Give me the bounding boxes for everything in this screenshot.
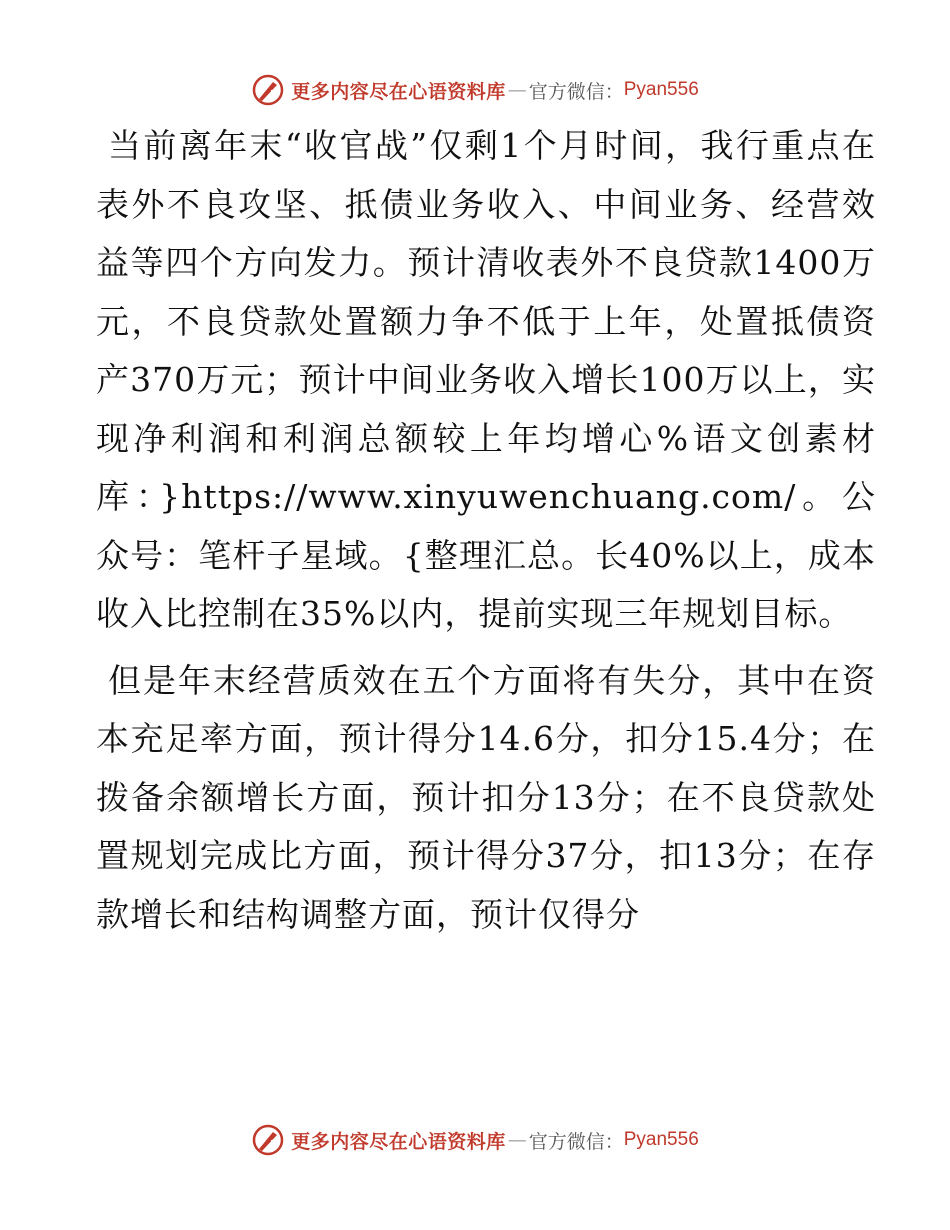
red-feather-pen-logo-icon <box>251 1123 285 1157</box>
red-feather-pen-logo-icon <box>251 73 285 107</box>
paragraph-1: 当前离年末“收官战”仅剩1个月时间，我行重点在表外不良攻坚、抵债业务收入、中间业务、经营效益等四个方向发力。预计清收表外不良贷款1400万元，不良贷款处置额力争不低于上年，处置抵债资产370万元；预计中间业务收入增长100万以上，实现净利润和利润总额较上年均增心%语文创素材库：}https://www.xinyuwenchuang.com/。公众号：笔杆子星域。{整理汇总。长40%以上，成本收入比控制在35%以内，提前实现三年规划目标。 <box>96 126 876 633</box>
footer-watermark <box>0 1120 950 1160</box>
watermark-official-label: 官方微信： <box>528 80 624 103</box>
watermark-wechat-id: Pyan556 <box>623 1129 699 1150</box>
paragraph-2: 但是年末经营质效在五个方面将有失分，其中在资本充足率方面，预计得分14.6分，扣分15.4分；在拨备余额增长方面，预计扣分13分；在不良贷款处置规划完成比方面，预计得分37分，扣13分；在存款增长和结构调整方面，预计仅得分 <box>96 660 876 934</box>
watermark-separator: — <box>507 79 527 101</box>
watermark-main-text: 更多内容尽在心语资料库 <box>291 1130 506 1153</box>
header-watermark <box>0 70 950 110</box>
document-body <box>96 117 876 944</box>
watermark-wechat-id: Pyan556 <box>623 79 699 100</box>
watermark-separator: — <box>507 1129 527 1151</box>
watermark-official-label: 官方微信： <box>528 1130 624 1153</box>
watermark-main-text: 更多内容尽在心语资料库 <box>291 80 506 103</box>
